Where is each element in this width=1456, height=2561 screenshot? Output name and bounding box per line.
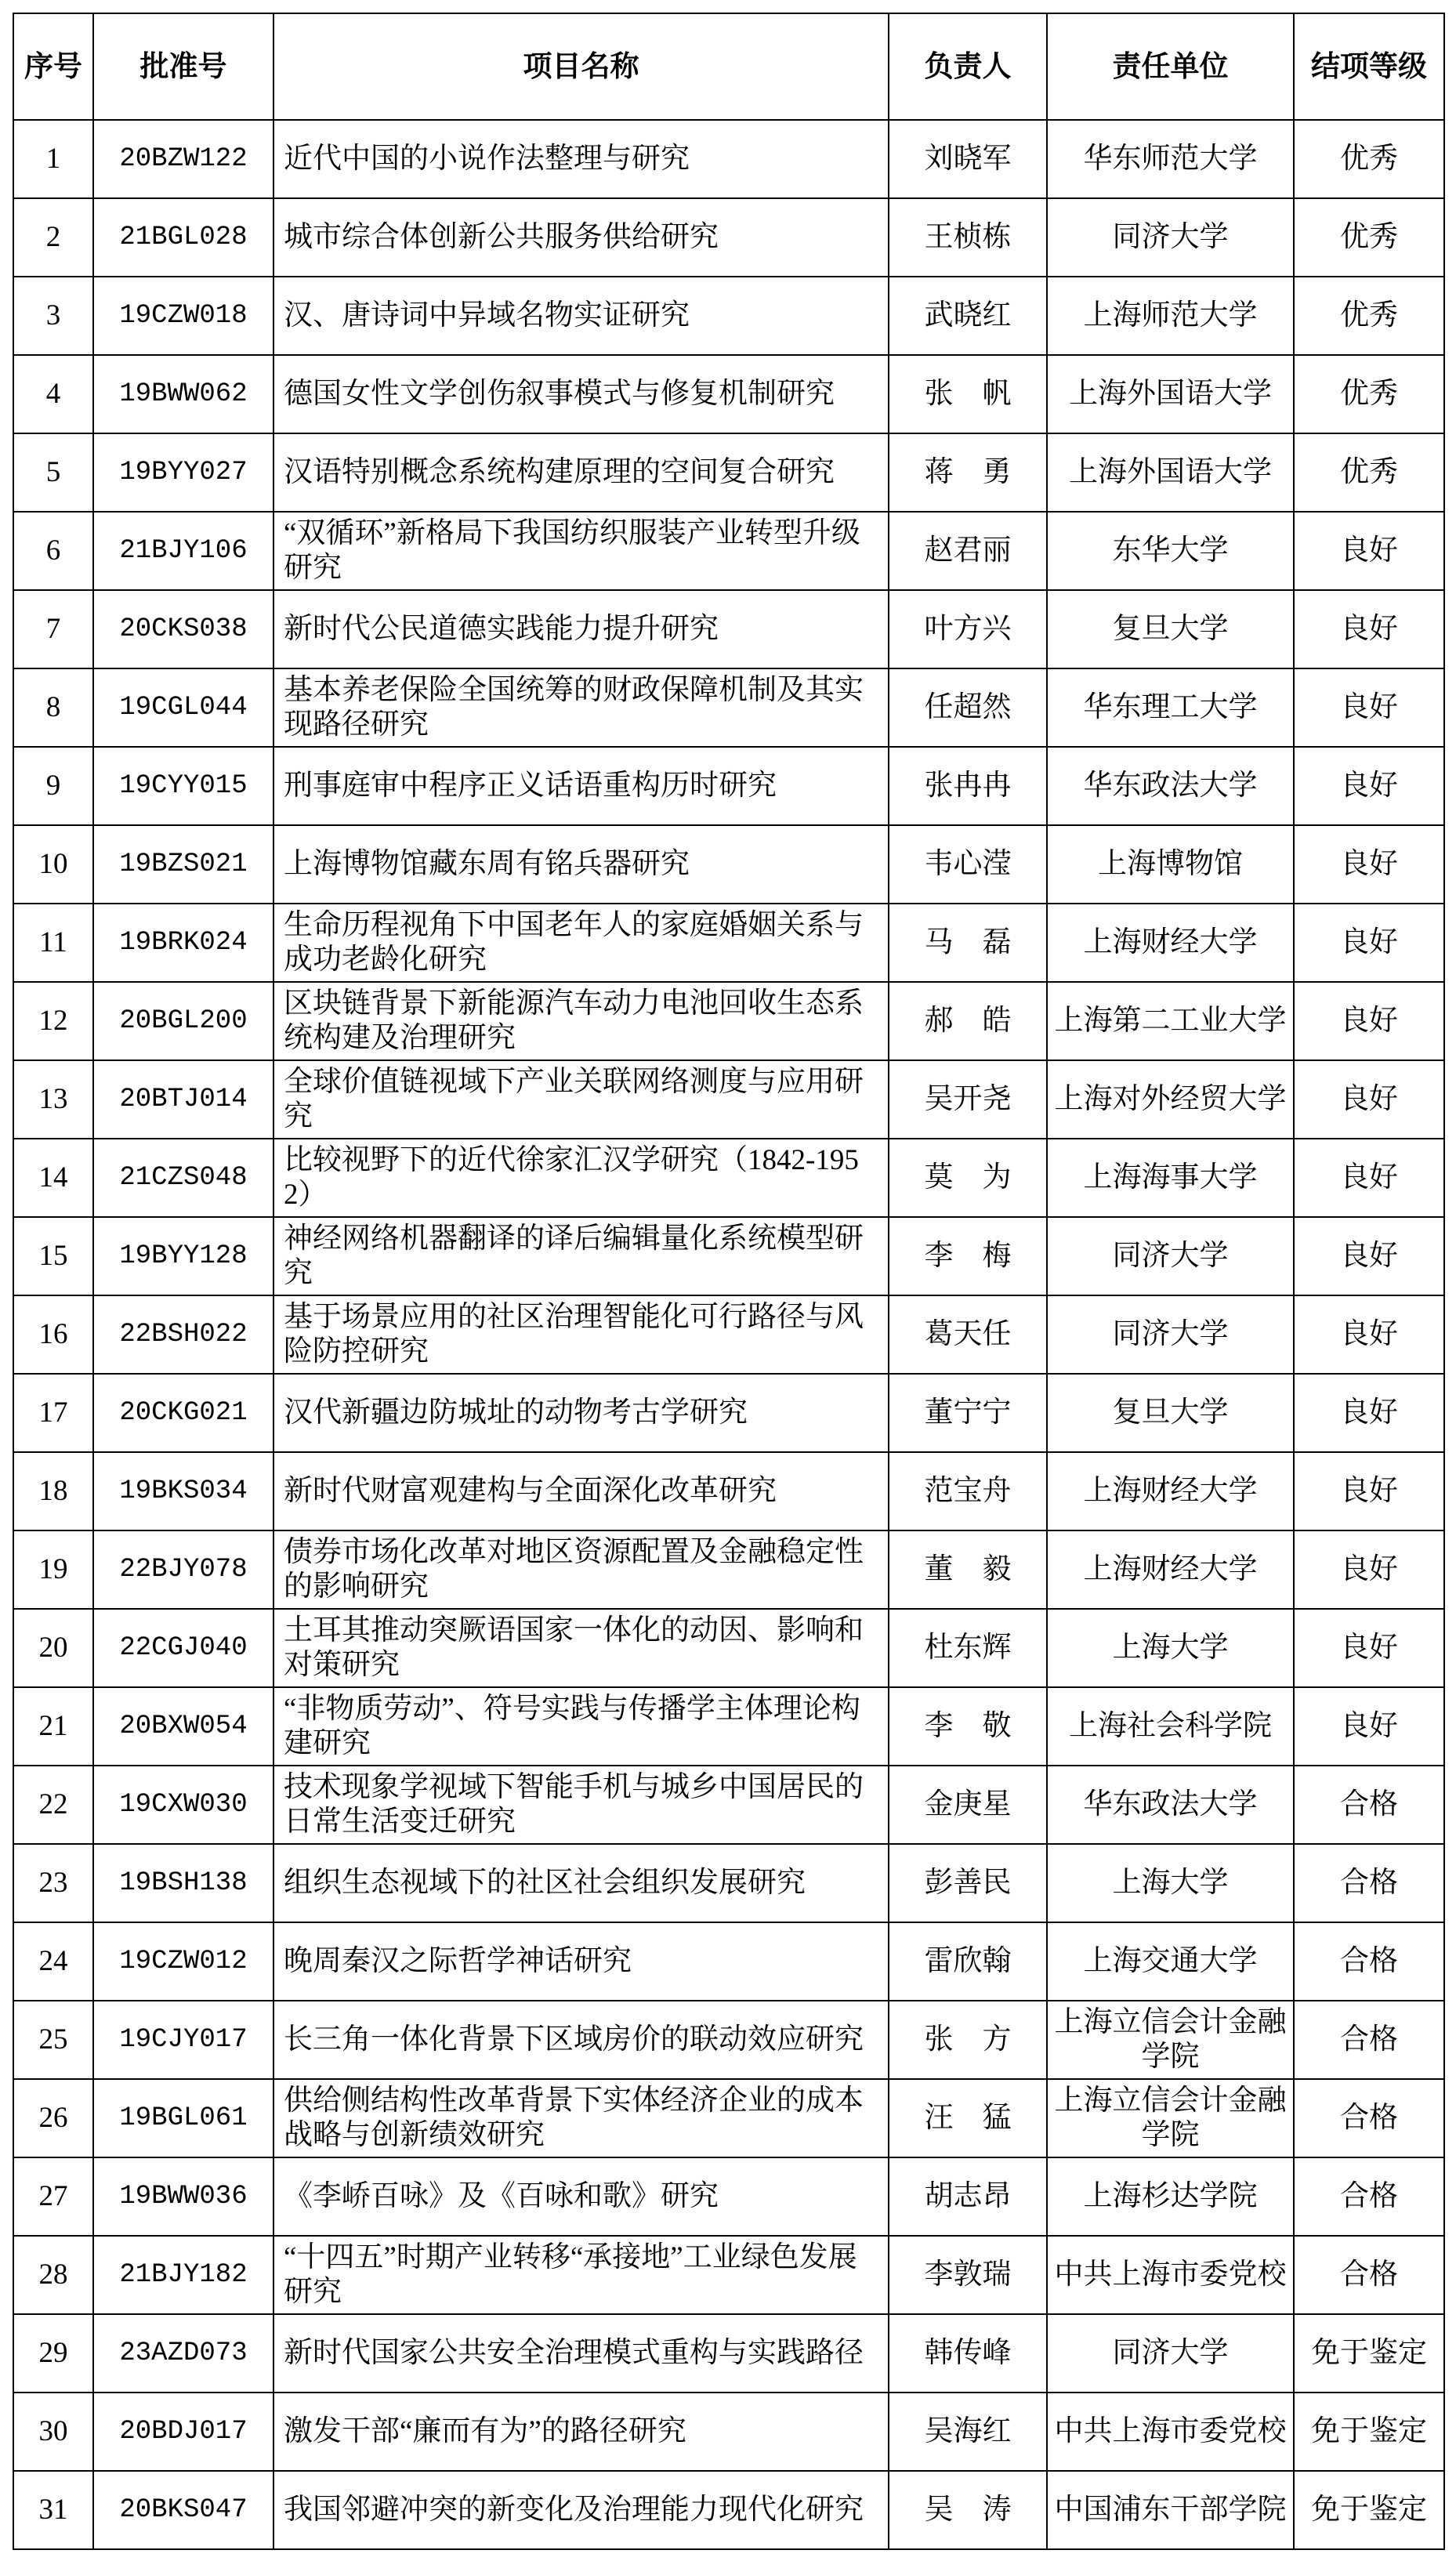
seq-cell: 17: [13, 1374, 93, 1452]
project-name-cell: 刑事庭审中程序正义话语重构历时研究: [273, 747, 889, 825]
seq-cell: 13: [13, 1060, 93, 1139]
table-row: [13, 668, 1444, 747]
unit-cell: 上海对外经贸大学: [1047, 1060, 1294, 1139]
grade-cell: 良好: [1294, 1530, 1444, 1609]
leader-cell: 任超然: [889, 668, 1047, 747]
approval-number-cell: 20CKG021: [93, 1374, 273, 1452]
seq-cell: 7: [13, 590, 93, 668]
grade-cell: 合格: [1294, 2236, 1444, 2314]
unit-cell: 同济大学: [1047, 2314, 1294, 2393]
seq-cell: 19: [13, 1530, 93, 1609]
leader-cell: 雷欣翰: [889, 1922, 1047, 2001]
leader-cell: 范宝舟: [889, 1452, 1047, 1530]
seq-cell: 14: [13, 1139, 93, 1217]
seq-cell: 5: [13, 433, 93, 512]
approval-number-cell: 19CXW030: [93, 1766, 273, 1844]
leader-cell: 董宁宁: [889, 1374, 1047, 1452]
table-row: [13, 1060, 1444, 1139]
approval-number-cell: 19CZW012: [93, 1922, 273, 2001]
grade-cell: 良好: [1294, 668, 1444, 747]
approval-number-cell: 20BKS047: [93, 2471, 273, 2549]
seq-cell: 27: [13, 2157, 93, 2236]
approval-number-cell: 20BTJ014: [93, 1060, 273, 1139]
project-name-cell: 新时代国家公共安全治理模式重构与实践路径: [273, 2314, 889, 2393]
header-row: [13, 13, 1444, 120]
leader-cell: 王桢栋: [889, 198, 1047, 277]
unit-cell: 上海第二工业大学: [1047, 982, 1294, 1060]
project-name-cell: 基于场景应用的社区治理智能化可行路径与风险防控研究: [273, 1295, 889, 1374]
grade-cell: 免于鉴定: [1294, 2314, 1444, 2393]
leader-cell: 杜东辉: [889, 1609, 1047, 1687]
table-row: [13, 2001, 1444, 2079]
unit-cell: 上海财经大学: [1047, 1530, 1294, 1609]
project-name-cell: 生命历程视角下中国老年人的家庭婚姻关系与成功老龄化研究: [273, 904, 889, 982]
unit-cell: 复旦大学: [1047, 1374, 1294, 1452]
unit-cell: 中共上海市委党校: [1047, 2393, 1294, 2471]
approval-number-cell: 20CKS038: [93, 590, 273, 668]
grade-cell: 良好: [1294, 512, 1444, 590]
unit-cell: 上海海事大学: [1047, 1139, 1294, 1217]
project-name-cell: 《李峤百咏》及《百咏和歌》研究: [273, 2157, 889, 2236]
header-approval-number: 批准号: [93, 13, 273, 120]
unit-cell: 华东政法大学: [1047, 1766, 1294, 1844]
seq-cell: 10: [13, 825, 93, 904]
unit-cell: 中共上海市委党校: [1047, 2236, 1294, 2314]
unit-cell: 上海大学: [1047, 1844, 1294, 1922]
seq-cell: 30: [13, 2393, 93, 2471]
project-name-cell: “双循环”新格局下我国纺织服装产业转型升级研究: [273, 512, 889, 590]
grade-cell: 良好: [1294, 1139, 1444, 1217]
table-row: [13, 747, 1444, 825]
seq-cell: 15: [13, 1217, 93, 1295]
leader-cell: 韦心滢: [889, 825, 1047, 904]
grade-cell: 良好: [1294, 1217, 1444, 1295]
unit-cell: 同济大学: [1047, 1217, 1294, 1295]
leader-cell: 郝 皓: [889, 982, 1047, 1060]
seq-cell: 22: [13, 1766, 93, 1844]
table-row: [13, 512, 1444, 590]
project-name-cell: 近代中国的小说作法整理与研究: [273, 120, 889, 198]
project-name-cell: 晚周秦汉之际哲学神话研究: [273, 1922, 889, 2001]
leader-cell: 赵君丽: [889, 512, 1047, 590]
approval-number-cell: 19BKS034: [93, 1452, 273, 1530]
project-name-cell: 城市综合体创新公共服务供给研究: [273, 198, 889, 277]
unit-cell: 上海财经大学: [1047, 904, 1294, 982]
seq-cell: 3: [13, 277, 93, 355]
leader-cell: 汪 猛: [889, 2079, 1047, 2157]
project-name-cell: 比较视野下的近代徐家汇汉学研究（1842-1952）: [273, 1139, 889, 1217]
project-name-cell: “十四五”时期产业转移“承接地”工业绿色发展研究: [273, 2236, 889, 2314]
leader-cell: 李敦瑞: [889, 2236, 1047, 2314]
table-row: [13, 1844, 1444, 1922]
seq-cell: 29: [13, 2314, 93, 2393]
seq-cell: 4: [13, 355, 93, 433]
approval-number-cell: 19BSH138: [93, 1844, 273, 1922]
grade-cell: 合格: [1294, 1766, 1444, 1844]
approval-number-cell: 22BSH022: [93, 1295, 273, 1374]
table-row: [13, 904, 1444, 982]
grade-cell: 良好: [1294, 1452, 1444, 1530]
seq-cell: 26: [13, 2079, 93, 2157]
grade-cell: 良好: [1294, 1687, 1444, 1766]
leader-cell: 韩传峰: [889, 2314, 1047, 2393]
unit-cell: 上海财经大学: [1047, 1452, 1294, 1530]
table-row: [13, 2236, 1444, 2314]
grade-cell: 合格: [1294, 2001, 1444, 2079]
seq-cell: 9: [13, 747, 93, 825]
approval-number-cell: 23AZD073: [93, 2314, 273, 2393]
unit-cell: 复旦大学: [1047, 590, 1294, 668]
seq-cell: 24: [13, 1922, 93, 2001]
leader-cell: 吴 涛: [889, 2471, 1047, 2549]
grade-cell: 良好: [1294, 747, 1444, 825]
header-grade: 结项等级: [1294, 13, 1444, 120]
unit-cell: 中国浦东干部学院: [1047, 2471, 1294, 2549]
approval-number-cell: 19CYY015: [93, 747, 273, 825]
project-name-cell: 组织生态视域下的社区社会组织发展研究: [273, 1844, 889, 1922]
seq-cell: 20: [13, 1609, 93, 1687]
approval-number-cell: 21BJY182: [93, 2236, 273, 2314]
leader-cell: 吴开尧: [889, 1060, 1047, 1139]
unit-cell: 上海大学: [1047, 1609, 1294, 1687]
seq-cell: 1: [13, 120, 93, 198]
seq-cell: 12: [13, 982, 93, 1060]
table-row: [13, 2471, 1444, 2549]
seq-cell: 11: [13, 904, 93, 982]
table-row: [13, 590, 1444, 668]
grade-cell: 良好: [1294, 1609, 1444, 1687]
unit-cell: 上海交通大学: [1047, 1922, 1294, 2001]
unit-cell: 东华大学: [1047, 512, 1294, 590]
leader-cell: 李 梅: [889, 1217, 1047, 1295]
table-row: [13, 2079, 1444, 2157]
unit-cell: 上海杉达学院: [1047, 2157, 1294, 2236]
approval-number-cell: 19CJY017: [93, 2001, 273, 2079]
approval-number-cell: 22BJY078: [93, 1530, 273, 1609]
leader-cell: 董 毅: [889, 1530, 1047, 1609]
approval-number-cell: 20BGL200: [93, 982, 273, 1060]
project-name-cell: 汉、唐诗词中异域名物实证研究: [273, 277, 889, 355]
table-row: [13, 1530, 1444, 1609]
approval-number-cell: 21CZS048: [93, 1139, 273, 1217]
approval-number-cell: 19BZS021: [93, 825, 273, 904]
leader-cell: 彭善民: [889, 1844, 1047, 1922]
approval-number-cell: 21BGL028: [93, 198, 273, 277]
seq-cell: 2: [13, 198, 93, 277]
seq-cell: 28: [13, 2236, 93, 2314]
approval-number-cell: 22CGJ040: [93, 1609, 273, 1687]
approval-number-cell: 19CZW018: [93, 277, 273, 355]
grade-cell: 合格: [1294, 1844, 1444, 1922]
leader-cell: 刘晓军: [889, 120, 1047, 198]
unit-cell: 上海师范大学: [1047, 277, 1294, 355]
leader-cell: 吴海红: [889, 2393, 1047, 2471]
project-name-cell: 全球价值链视域下产业关联网络测度与应用研究: [273, 1060, 889, 1139]
approval-number-cell: 19BYY128: [93, 1217, 273, 1295]
table-row: [13, 277, 1444, 355]
project-name-cell: 汉语特别概念系统构建原理的空间复合研究: [273, 433, 889, 512]
unit-cell: 上海博物馆: [1047, 825, 1294, 904]
leader-cell: 张冉冉: [889, 747, 1047, 825]
seq-cell: 18: [13, 1452, 93, 1530]
project-name-cell: 债券市场化改革对地区资源配置及金融稳定性的影响研究: [273, 1530, 889, 1609]
project-name-cell: 技术现象学视域下智能手机与城乡中国居民的日常生活变迁研究: [273, 1766, 889, 1844]
unit-cell: 华东理工大学: [1047, 668, 1294, 747]
approval-number-cell: 19BRK024: [93, 904, 273, 982]
project-name-cell: 神经网络机器翻译的译后编辑量化系统模型研究: [273, 1217, 889, 1295]
project-name-cell: 基本养老保险全国统筹的财政保障机制及其实现路径研究: [273, 668, 889, 747]
unit-cell: 华东政法大学: [1047, 747, 1294, 825]
table-row: [13, 1217, 1444, 1295]
leader-cell: 张 方: [889, 2001, 1047, 2079]
table-row: [13, 1609, 1444, 1687]
header-seq: 序号: [13, 13, 93, 120]
table-row: [13, 355, 1444, 433]
table-row: [13, 120, 1444, 198]
table-row: [13, 1295, 1444, 1374]
project-name-cell: 新时代公民道德实践能力提升研究: [273, 590, 889, 668]
header-project-name: 项目名称: [273, 13, 889, 120]
grade-cell: 良好: [1294, 825, 1444, 904]
table-row: [13, 2393, 1444, 2471]
unit-cell: 上海外国语大学: [1047, 355, 1294, 433]
seq-cell: 23: [13, 1844, 93, 1922]
approval-number-cell: 19BWW036: [93, 2157, 273, 2236]
unit-cell: 同济大学: [1047, 198, 1294, 277]
grade-cell: 优秀: [1294, 433, 1444, 512]
leader-cell: 胡志昂: [889, 2157, 1047, 2236]
unit-cell: 上海外国语大学: [1047, 433, 1294, 512]
project-name-cell: 上海博物馆藏东周有铭兵器研究: [273, 825, 889, 904]
unit-cell: 上海立信会计金融学院: [1047, 2001, 1294, 2079]
table-row: [13, 1452, 1444, 1530]
table-row: [13, 825, 1444, 904]
header-unit: 责任单位: [1047, 13, 1294, 120]
grade-cell: 优秀: [1294, 355, 1444, 433]
approval-number-cell: 19BYY027: [93, 433, 273, 512]
leader-cell: 张 帆: [889, 355, 1047, 433]
seq-cell: 21: [13, 1687, 93, 1766]
table-row: [13, 1374, 1444, 1452]
approval-number-cell: 21BJY106: [93, 512, 273, 590]
table-row: [13, 198, 1444, 277]
grade-cell: 优秀: [1294, 198, 1444, 277]
grade-cell: 优秀: [1294, 277, 1444, 355]
grade-cell: 合格: [1294, 2079, 1444, 2157]
grade-cell: 良好: [1294, 982, 1444, 1060]
project-name-cell: 供给侧结构性改革背景下实体经济企业的成本战略与创新绩效研究: [273, 2079, 889, 2157]
grade-cell: 免于鉴定: [1294, 2471, 1444, 2549]
grade-cell: 良好: [1294, 1374, 1444, 1452]
leader-cell: 叶方兴: [889, 590, 1047, 668]
grade-cell: 良好: [1294, 1060, 1444, 1139]
leader-cell: 武晓红: [889, 277, 1047, 355]
project-name-cell: 新时代财富观建构与全面深化改革研究: [273, 1452, 889, 1530]
leader-cell: 蒋 勇: [889, 433, 1047, 512]
leader-cell: 葛天任: [889, 1295, 1047, 1374]
seq-cell: 6: [13, 512, 93, 590]
table-row: [13, 433, 1444, 512]
table-row: [13, 2314, 1444, 2393]
approval-number-cell: 20BXW054: [93, 1687, 273, 1766]
seq-cell: 25: [13, 2001, 93, 2079]
leader-cell: 莫 为: [889, 1139, 1047, 1217]
seq-cell: 16: [13, 1295, 93, 1374]
table-row: [13, 1922, 1444, 2001]
table-row: [13, 1139, 1444, 1217]
unit-cell: 同济大学: [1047, 1295, 1294, 1374]
project-name-cell: “非物质劳动”、符号实践与传播学主体理论构建研究: [273, 1687, 889, 1766]
leader-cell: 金庚星: [889, 1766, 1047, 1844]
project-name-cell: 长三角一体化背景下区域房价的联动效应研究: [273, 2001, 889, 2079]
table-row: [13, 2157, 1444, 2236]
grade-cell: 合格: [1294, 2157, 1444, 2236]
project-name-cell: 激发干部“廉而有为”的路径研究: [273, 2393, 889, 2471]
seq-cell: 8: [13, 668, 93, 747]
project-name-cell: 区块链背景下新能源汽车动力电池回收生态系统构建及治理研究: [273, 982, 889, 1060]
table-row: [13, 1766, 1444, 1844]
approval-number-cell: 19BWW062: [93, 355, 273, 433]
unit-cell: 上海立信会计金融学院: [1047, 2079, 1294, 2157]
grade-cell: 良好: [1294, 1295, 1444, 1374]
approval-number-cell: 19BGL061: [93, 2079, 273, 2157]
project-name-cell: 汉代新疆边防城址的动物考古学研究: [273, 1374, 889, 1452]
project-name-cell: 土耳其推动突厥语国家一体化的动因、影响和对策研究: [273, 1609, 889, 1687]
table-row: [13, 1687, 1444, 1766]
grade-cell: 良好: [1294, 590, 1444, 668]
grade-cell: 合格: [1294, 1922, 1444, 2001]
grade-cell: 良好: [1294, 904, 1444, 982]
project-results-table: [13, 13, 1445, 2550]
leader-cell: 李 敬: [889, 1687, 1047, 1766]
grade-cell: 免于鉴定: [1294, 2393, 1444, 2471]
approval-number-cell: 20BDJ017: [93, 2393, 273, 2471]
approval-number-cell: 19CGL044: [93, 668, 273, 747]
project-name-cell: 我国邻避冲突的新变化及治理能力现代化研究: [273, 2471, 889, 2549]
leader-cell: 马 磊: [889, 904, 1047, 982]
project-name-cell: 德国女性文学创伤叙事模式与修复机制研究: [273, 355, 889, 433]
header-leader: 负责人: [889, 13, 1047, 120]
seq-cell: 31: [13, 2471, 93, 2549]
unit-cell: 华东师范大学: [1047, 120, 1294, 198]
unit-cell: 上海社会科学院: [1047, 1687, 1294, 1766]
approval-number-cell: 20BZW122: [93, 120, 273, 198]
grade-cell: 优秀: [1294, 120, 1444, 198]
table-row: [13, 982, 1444, 1060]
